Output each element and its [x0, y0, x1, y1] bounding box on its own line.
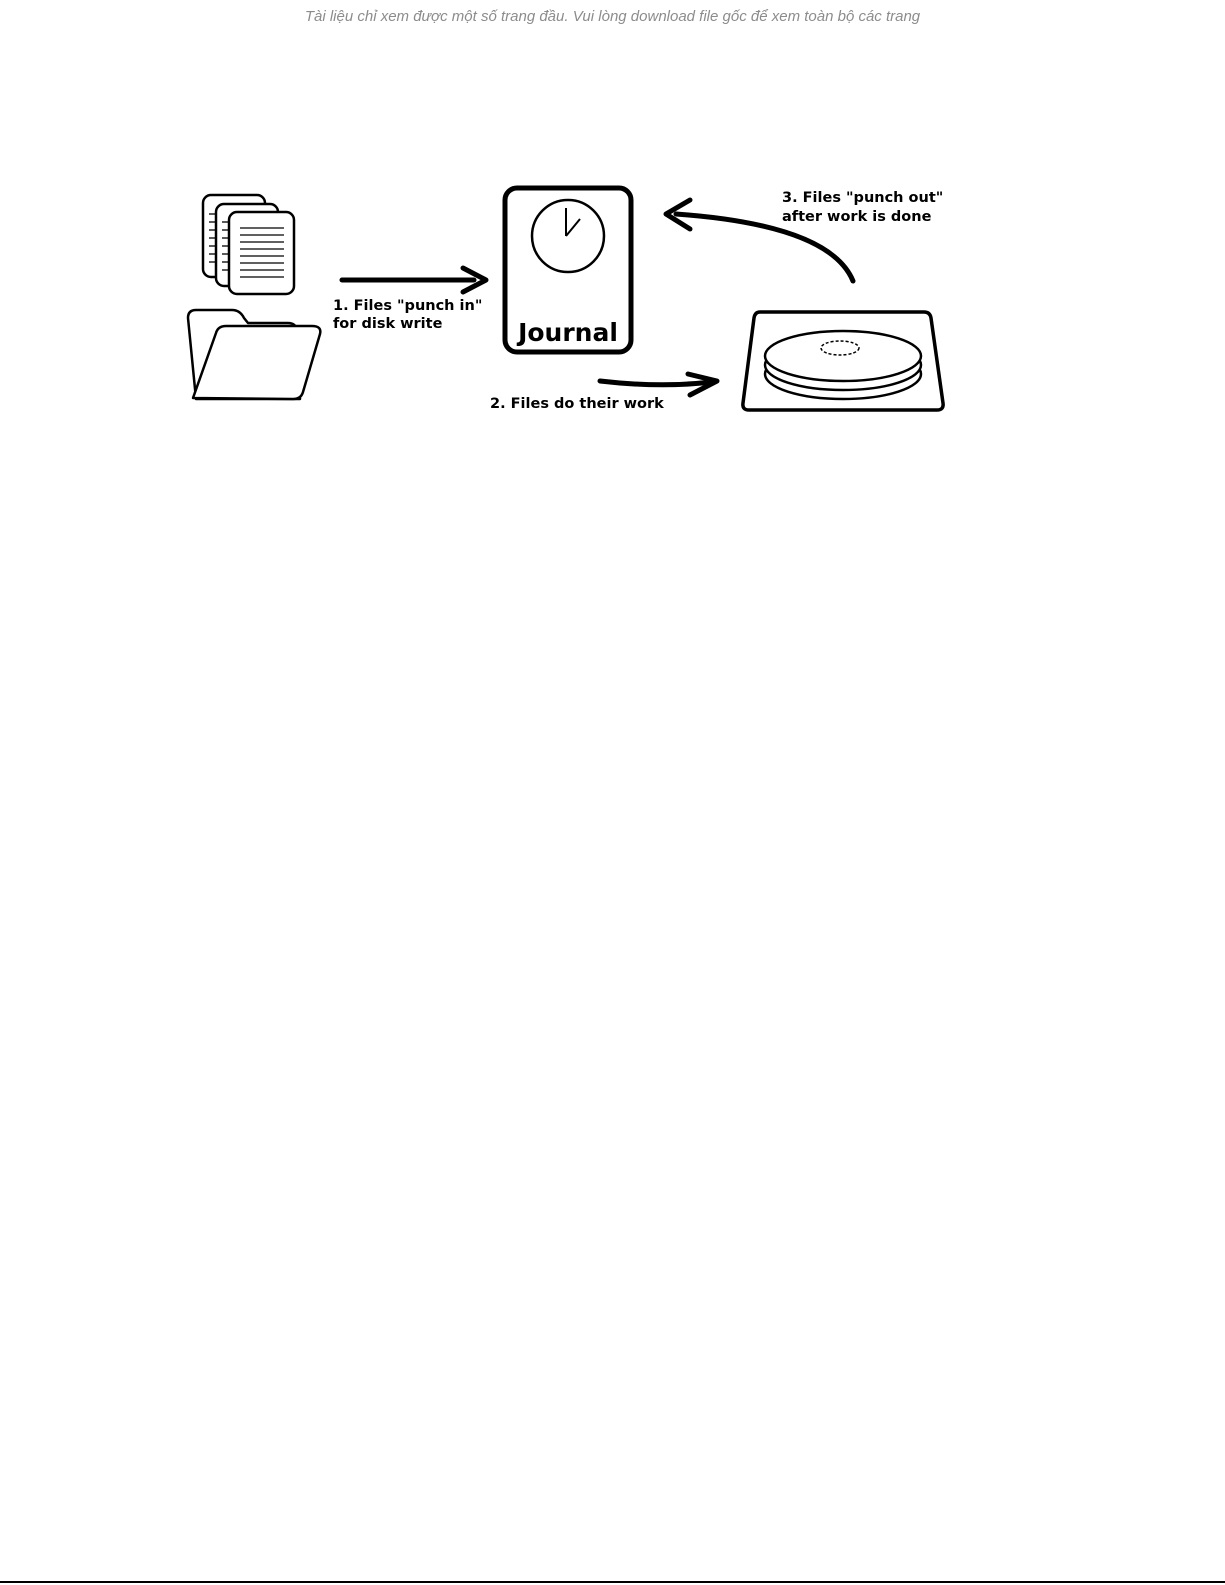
journal-card	[505, 188, 631, 352]
step3-label-line1: 3. Files "punch out"	[782, 190, 944, 206]
step1-label-line2: for disk write	[333, 316, 443, 332]
step3-label-line2: after work is done	[782, 209, 932, 225]
arrow-do-work	[600, 374, 717, 395]
step1-label-line1: 1. Files "punch in"	[333, 298, 483, 314]
journal-label: Journal	[518, 318, 618, 347]
disk-icon	[743, 312, 943, 410]
journaling-diagram	[0, 0, 1225, 460]
watermark-banner: Tài liệu chỉ xem được một số trang đầu. Vui lòng download file gốc để xem toàn bộ các trang	[304, 8, 921, 25]
folder-icon	[188, 310, 320, 399]
documents-icon	[203, 195, 294, 294]
arrow-punch-in	[342, 268, 486, 292]
clock-icon	[532, 200, 604, 272]
step2-label: 2. Files do their work	[490, 396, 664, 412]
page-bottom-rule	[0, 1581, 1225, 1583]
